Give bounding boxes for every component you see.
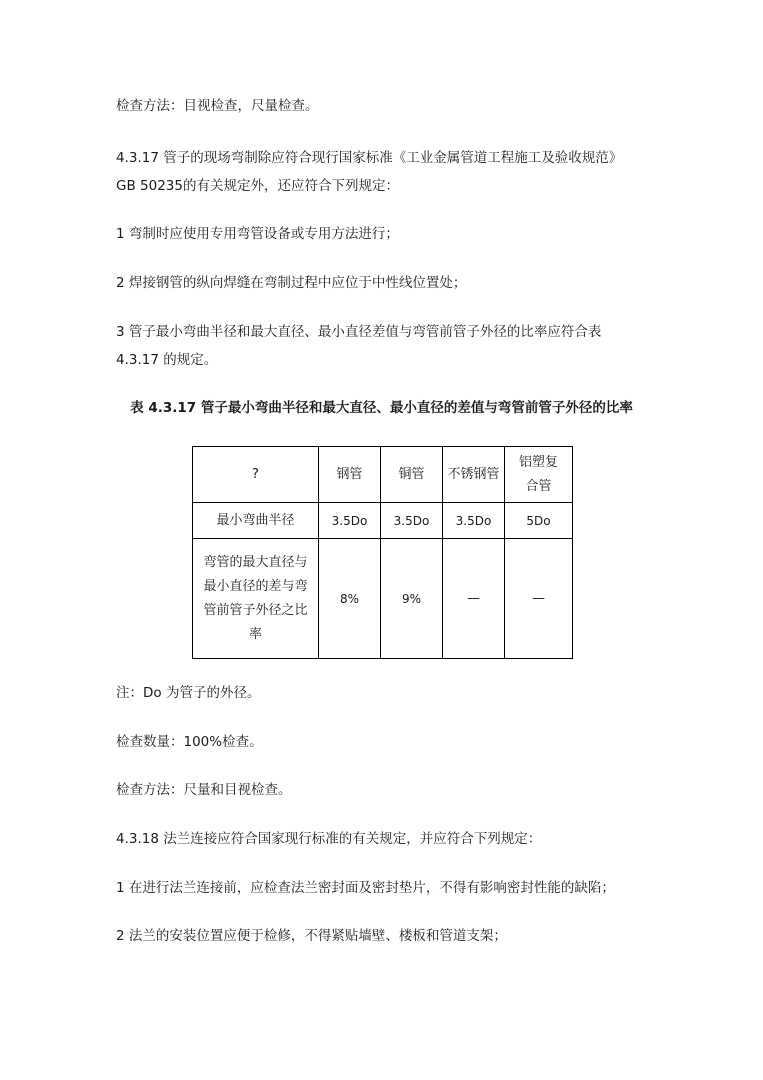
table-cell: 9% bbox=[381, 539, 443, 659]
rule-item-1: 1 弯制时应使用专用弯管设备或专用方法进行； bbox=[116, 226, 399, 242]
header-cell-al-plastic: 铝塑复合管 bbox=[505, 447, 573, 503]
table-cell: 5Do bbox=[505, 503, 573, 539]
table-cell: — bbox=[505, 539, 573, 659]
inspection-method: 检查方法：尺量和目视检查。 bbox=[116, 782, 292, 798]
rule-item-3-line2: 4.3.17 的规定。 bbox=[116, 352, 218, 368]
row-label-diameter-ratio: 弯管的最大直径与最小直径的差与弯管前管子外径之比率 bbox=[193, 539, 319, 659]
paragraph-4-3-17-line1: 4.3.17 管子的现场弯制除应符合现行国家标准《工业金属管道工程施工及验收规范》 bbox=[116, 150, 623, 166]
table-header-row bbox=[193, 447, 573, 503]
paragraph-4-3-17-line2: GB 50235的有关规定外，还应符合下列规定： bbox=[116, 178, 399, 194]
row-label-min-radius: 最小弯曲半径 bbox=[193, 503, 319, 539]
table-note: 注：Do 为管子的外径。 bbox=[116, 685, 261, 701]
table-caption: 表 4.3.17 管子最小弯曲半径和最大直径、最小直径的差值与弯管前管子外径的比率 bbox=[130, 400, 633, 416]
flange-rule-1: 1 在进行法兰连接前，应检查法兰密封面及密封垫片，不得有影响密封性能的缺陷； bbox=[116, 880, 615, 896]
header-cell-stainless: 不锈钢管 bbox=[443, 447, 505, 503]
table-cell: 3.5Do bbox=[443, 503, 505, 539]
paragraph-inspection-method: 检查方法：目视检查，尺量检查。 bbox=[116, 98, 319, 114]
header-cell-steel: 钢管 bbox=[319, 447, 381, 503]
flange-rule-2: 2 法兰的安装位置应便于检修，不得紧贴墙壁、楼板和管道支架； bbox=[116, 928, 507, 944]
header-cell-copper: 铜管 bbox=[381, 447, 443, 503]
table-cell: — bbox=[443, 539, 505, 659]
paragraph-4-3-18: 4.3.18 法兰连接应符合国家现行标准的有关规定，并应符合下列规定： bbox=[116, 831, 542, 847]
rule-item-3-line1: 3 管子最小弯曲半径和最大直径、最小直径差值与弯管前管子外径的比率应符合表 bbox=[116, 324, 602, 340]
header-cell-corner: ? bbox=[193, 447, 319, 503]
table-cell: 3.5Do bbox=[319, 503, 381, 539]
inspection-quantity: 检查数量：100%检查。 bbox=[116, 734, 263, 750]
bending-ratio-table bbox=[192, 446, 573, 659]
table-cell: 8% bbox=[319, 539, 381, 659]
table-cell: 3.5Do bbox=[381, 503, 443, 539]
table-row bbox=[193, 503, 573, 539]
rule-item-2: 2 焊接钢管的纵向焊缝在弯制过程中应位于中性线位置处； bbox=[116, 275, 467, 291]
table-row bbox=[193, 539, 573, 659]
